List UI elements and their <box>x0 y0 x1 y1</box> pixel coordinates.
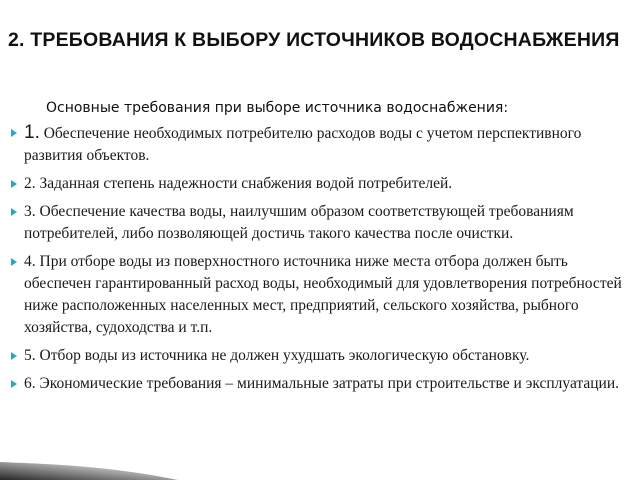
list-item <box>10 373 632 395</box>
bullet-arrow-icon <box>11 208 17 216</box>
item-text: 6. Экономические требования – минимальные затраты при строительстве и эксплуатации. <box>24 375 620 392</box>
list-item <box>10 173 632 195</box>
slide-title: 2. ТРЕБОВАНИЯ К ВЫБОРУ ИСТОЧНИКОВ ВОДОСНАБЖЕНИЯ <box>8 29 620 51</box>
bullet-arrow-icon <box>11 352 17 360</box>
bullet-arrow-icon <box>11 129 17 137</box>
bullet-arrow-icon <box>11 180 17 188</box>
list-item <box>10 122 632 167</box>
item-text: 3. Обеспечение качества воды, наилучшим образом соответствующей требованиям потребителей, либо позволяющей достичь такого качества после очистки. <box>24 203 574 242</box>
list-item <box>10 251 632 339</box>
item-text: 4. При отборе воды из поверхностного источника ниже места отбора должен быть обеспечен гарантированный расход воды, необходимый для удовлетворения потребностей ниже расположенных населенных мест, предприятий, сельского хозяйства, рыбного хозяйства, судоходства и т.п. <box>24 253 622 336</box>
bullet-arrow-icon <box>11 258 17 266</box>
item-text: 2. Заданная степень надежности снабжения водой потребителей. <box>24 175 453 192</box>
item-text: 5. Отбор воды из источника не должен ухудшать экологическую обстановку. <box>24 347 530 364</box>
list-item <box>10 201 632 245</box>
list-item <box>10 345 632 367</box>
bullet-arrow-icon <box>11 380 17 388</box>
item-text: Обеспечение необходимых потребителю расходов воды с учетом перспективного развития объектов. <box>24 125 582 164</box>
item-number: 1. <box>24 122 40 143</box>
requirements-list <box>10 122 632 401</box>
corner-shadow-decoration <box>0 420 180 480</box>
slide-subtitle: Основные требования при выборе источника водоснабжения: <box>46 100 509 116</box>
